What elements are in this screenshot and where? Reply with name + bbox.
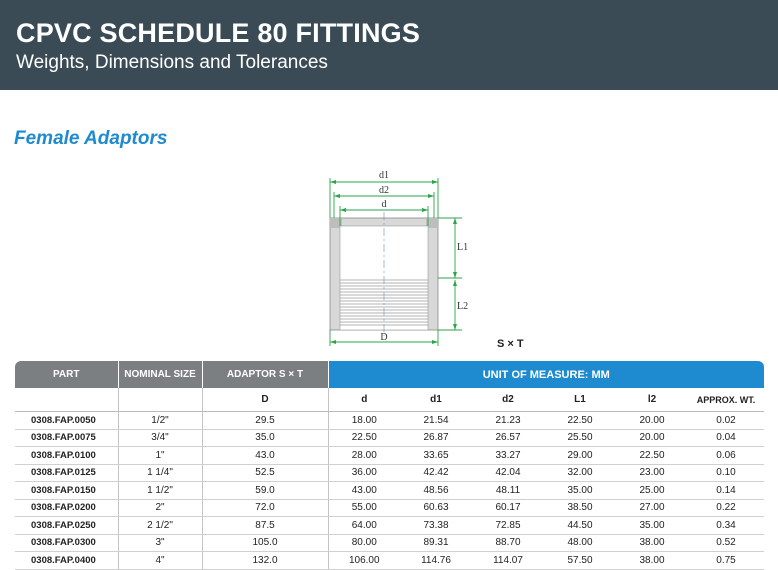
cell-d2: 33.27 [472, 447, 544, 465]
page-subtitle: Weights, Dimensions and Tolerances [16, 52, 328, 73]
page-title: CPVC SCHEDULE 80 FITTINGS [16, 18, 421, 48]
cell-part: 0308.FAP.0075 [15, 429, 118, 447]
subheader-d2: d2 [472, 388, 544, 412]
cell-d2: 88.70 [472, 534, 544, 552]
cell-wt: 0.52 [688, 534, 764, 552]
cell-D: 35.0 [202, 429, 328, 447]
subheader-L1: L1 [544, 388, 616, 412]
label-L2: L2 [457, 301, 469, 312]
section-title: Female Adaptors [14, 128, 168, 149]
cell-part: 0308.FAP.0250 [15, 517, 118, 535]
cell-d: 106.00 [328, 552, 400, 570]
dimensions-table-wrap [15, 361, 764, 570]
cell-nominal: 4" [118, 552, 202, 570]
label-d2: d2 [379, 185, 389, 196]
cell-D: 59.0 [202, 482, 328, 500]
dimensions-table [15, 361, 764, 570]
cell-nominal: 1/2" [118, 412, 202, 430]
label-L1: L1 [457, 242, 469, 253]
cell-wt: 0.34 [688, 517, 764, 535]
cell-L1: 22.50 [544, 412, 616, 430]
cell-d: 36.00 [328, 464, 400, 482]
cell-L1: 48.00 [544, 534, 616, 552]
cell-d1: 21.54 [400, 412, 472, 430]
subheader-d: d [328, 388, 400, 412]
label-d1: d1 [379, 170, 389, 181]
table-row [15, 499, 764, 517]
header-nominal-size: NOMINAL SIZE [118, 361, 202, 388]
cell-d1: 26.87 [400, 429, 472, 447]
fit-type-label: S × T [497, 338, 524, 350]
cell-d1: 89.31 [400, 534, 472, 552]
cell-part: 0308.FAP.0300 [15, 534, 118, 552]
cell-l2: 27.00 [616, 499, 688, 517]
cell-d2: 42.04 [472, 464, 544, 482]
cell-d1: 73.38 [400, 517, 472, 535]
header-unit-of-measure: UNIT OF MEASURE: MM [328, 361, 764, 388]
table-row [15, 429, 764, 447]
cell-l2: 20.00 [616, 412, 688, 430]
cell-d: 18.00 [328, 412, 400, 430]
header-adaptor: ADAPTOR S × T [202, 361, 328, 388]
cell-d2: 114.07 [472, 552, 544, 570]
cell-nominal: 3" [118, 534, 202, 552]
cell-wt: 0.75 [688, 552, 764, 570]
cell-part: 0308.FAP.0125 [15, 464, 118, 482]
subheader-l2: l2 [616, 388, 688, 412]
header-part: PART [15, 361, 118, 388]
cell-nominal: 3/4" [118, 429, 202, 447]
cell-d: 80.00 [328, 534, 400, 552]
cell-wt: 0.22 [688, 499, 764, 517]
table-row [15, 464, 764, 482]
cell-D: 43.0 [202, 447, 328, 465]
cell-l2: 38.00 [616, 534, 688, 552]
cell-nominal: 1 1/2" [118, 482, 202, 500]
cell-l2: 20.00 [616, 429, 688, 447]
cell-nominal: 1 1/4" [118, 464, 202, 482]
header-banner [0, 0, 778, 90]
cell-L1: 38.50 [544, 499, 616, 517]
table-row [15, 552, 764, 570]
cell-part: 0308.FAP.0050 [15, 412, 118, 430]
cell-part: 0308.FAP.0400 [15, 552, 118, 570]
cell-d1: 114.76 [400, 552, 472, 570]
cell-L1: 29.00 [544, 447, 616, 465]
cell-D: 52.5 [202, 464, 328, 482]
subheader-d1: d1 [400, 388, 472, 412]
cell-part: 0308.FAP.0150 [15, 482, 118, 500]
cell-d2: 26.57 [472, 429, 544, 447]
cell-L1: 57.50 [544, 552, 616, 570]
cell-wt: 0.04 [688, 429, 764, 447]
table-subheader-row [15, 388, 764, 412]
cell-L1: 32.00 [544, 464, 616, 482]
cell-l2: 22.50 [616, 447, 688, 465]
cell-wt: 0.14 [688, 482, 764, 500]
cell-nominal: 2 1/2" [118, 517, 202, 535]
cell-d: 64.00 [328, 517, 400, 535]
cell-D: 29.5 [202, 412, 328, 430]
cell-d1: 60.63 [400, 499, 472, 517]
table-row [15, 447, 764, 465]
subheader-D: D [202, 388, 328, 412]
cell-L1: 35.00 [544, 482, 616, 500]
female-adaptor-diagram [300, 168, 500, 350]
cell-D: 132.0 [202, 552, 328, 570]
cell-L1: 44.50 [544, 517, 616, 535]
cell-part: 0308.FAP.0200 [15, 499, 118, 517]
cell-D: 105.0 [202, 534, 328, 552]
cell-d1: 33.65 [400, 447, 472, 465]
table-row [15, 517, 764, 535]
cell-l2: 35.00 [616, 517, 688, 535]
cell-d2: 60.17 [472, 499, 544, 517]
cell-part: 0308.FAP.0100 [15, 447, 118, 465]
cell-nominal: 1" [118, 447, 202, 465]
cell-l2: 23.00 [616, 464, 688, 482]
cell-l2: 38.00 [616, 552, 688, 570]
cell-wt: 0.10 [688, 464, 764, 482]
table-row [15, 482, 764, 500]
cell-d2: 21.23 [472, 412, 544, 430]
cell-d2: 72.85 [472, 517, 544, 535]
cell-d: 28.00 [328, 447, 400, 465]
label-D: D [380, 332, 388, 343]
table-header-row [15, 361, 764, 388]
table-row [15, 412, 764, 430]
cell-d: 22.50 [328, 429, 400, 447]
table-row [15, 534, 764, 552]
cell-d2: 48.11 [472, 482, 544, 500]
cell-d1: 48.56 [400, 482, 472, 500]
cell-l2: 25.00 [616, 482, 688, 500]
cell-wt: 0.02 [688, 412, 764, 430]
cell-d: 55.00 [328, 499, 400, 517]
cell-d: 43.00 [328, 482, 400, 500]
cell-D: 72.0 [202, 499, 328, 517]
label-d: d [381, 199, 387, 210]
cell-wt: 0.06 [688, 447, 764, 465]
cell-L1: 25.50 [544, 429, 616, 447]
subheader-approx-wt: APPROX. WT. [688, 388, 764, 412]
cell-nominal: 2" [118, 499, 202, 517]
cell-D: 87.5 [202, 517, 328, 535]
cell-d1: 42.42 [400, 464, 472, 482]
